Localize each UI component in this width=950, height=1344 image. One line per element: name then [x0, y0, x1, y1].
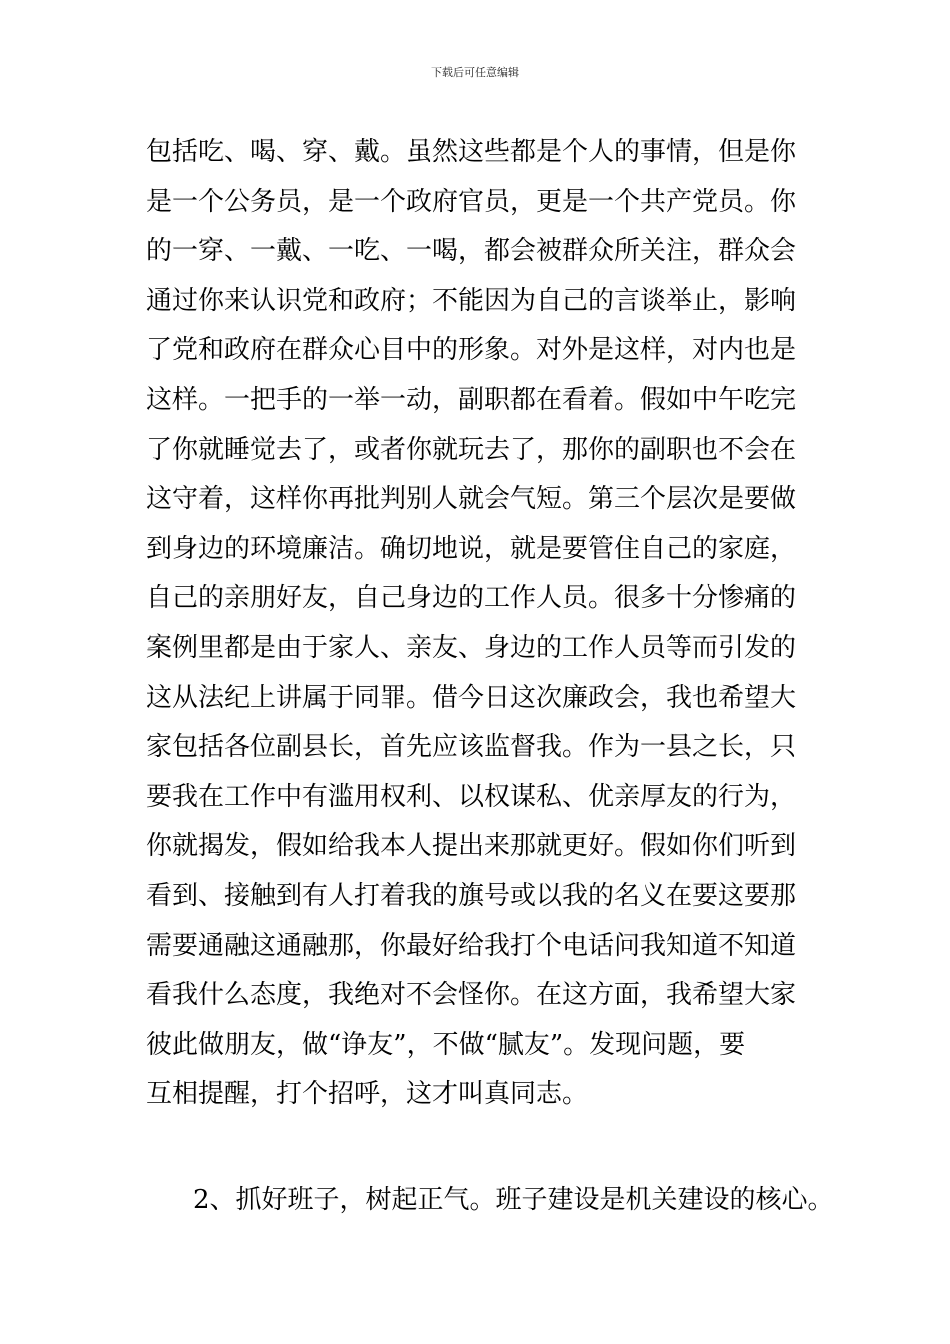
text-line: 这样。一把手的一举一动，副职都在看着。假如中午吃完	[146, 384, 797, 415]
text-line: 家包括各位副县长，首先应该监督我。作为一县之长，只	[146, 732, 797, 763]
text-line: 你就揭发，假如给我本人提出来那就更好。假如你们听到	[146, 831, 797, 862]
text-line: 是一个公务员，是一个政府官员，更是一个共产党员。你	[146, 186, 797, 217]
text-line: 需要通融这通融那，你最好给我打个电话问我知道不知道	[146, 930, 797, 961]
text-line: 的一穿、一戴、一吃、一喝，都会被群众所关注，群众会	[146, 236, 797, 267]
text-line: 通过你来认识党和政府；不能因为自己的言谈举止，影响	[146, 285, 797, 316]
text-line: 案例里都是由于家人、亲友、身边的工作人员等而引发的	[146, 632, 797, 663]
text-line: 要我在工作中有滥用权利、以权谋私、优亲厚友的行为，	[146, 781, 797, 812]
text-line: 彼此做朋友，做“诤友”，不做“腻友”。发现问题，要	[146, 1029, 746, 1060]
text-line: 这从法纪上讲属于同罪。借今日这次廉政会，我也希望大	[146, 682, 797, 713]
text-line: 包括吃、喝、穿、戴。虽然这些都是个人的事情，但是你	[146, 137, 797, 167]
text-line: 到身边的环境廉洁。确切地说，就是要管住自己的家庭，	[146, 533, 797, 564]
page-header: 下载后可任意编辑	[431, 66, 519, 79]
paragraph-2: 2、抓好班子，树起正气。班子建设是机关建设的核心。	[193, 1185, 834, 1215]
text-line: 了你就睡觉去了，或者你就玩去了，那你的副职也不会在	[146, 434, 797, 465]
text-line: 看我什么态度，我绝对不会怪你。在这方面，我希望大家	[146, 980, 797, 1011]
text-line: 自己的亲朋好友，自己身边的工作人员。很多十分惨痛的	[146, 583, 797, 614]
text-line: 这守着，这样你再批判别人就会气短。第三个层次是要做	[146, 484, 797, 515]
paragraph-1	[146, 128, 826, 1120]
text-line: 互相提醒，打个招呼，这才叫真同志。	[146, 1079, 589, 1110]
text-line: 了党和政府在群众心目中的形象。对外是这样，对内也是	[146, 335, 797, 366]
text-line: 看到、接触到有人打着我的旗号或以我的名义在要这要那	[146, 880, 797, 911]
